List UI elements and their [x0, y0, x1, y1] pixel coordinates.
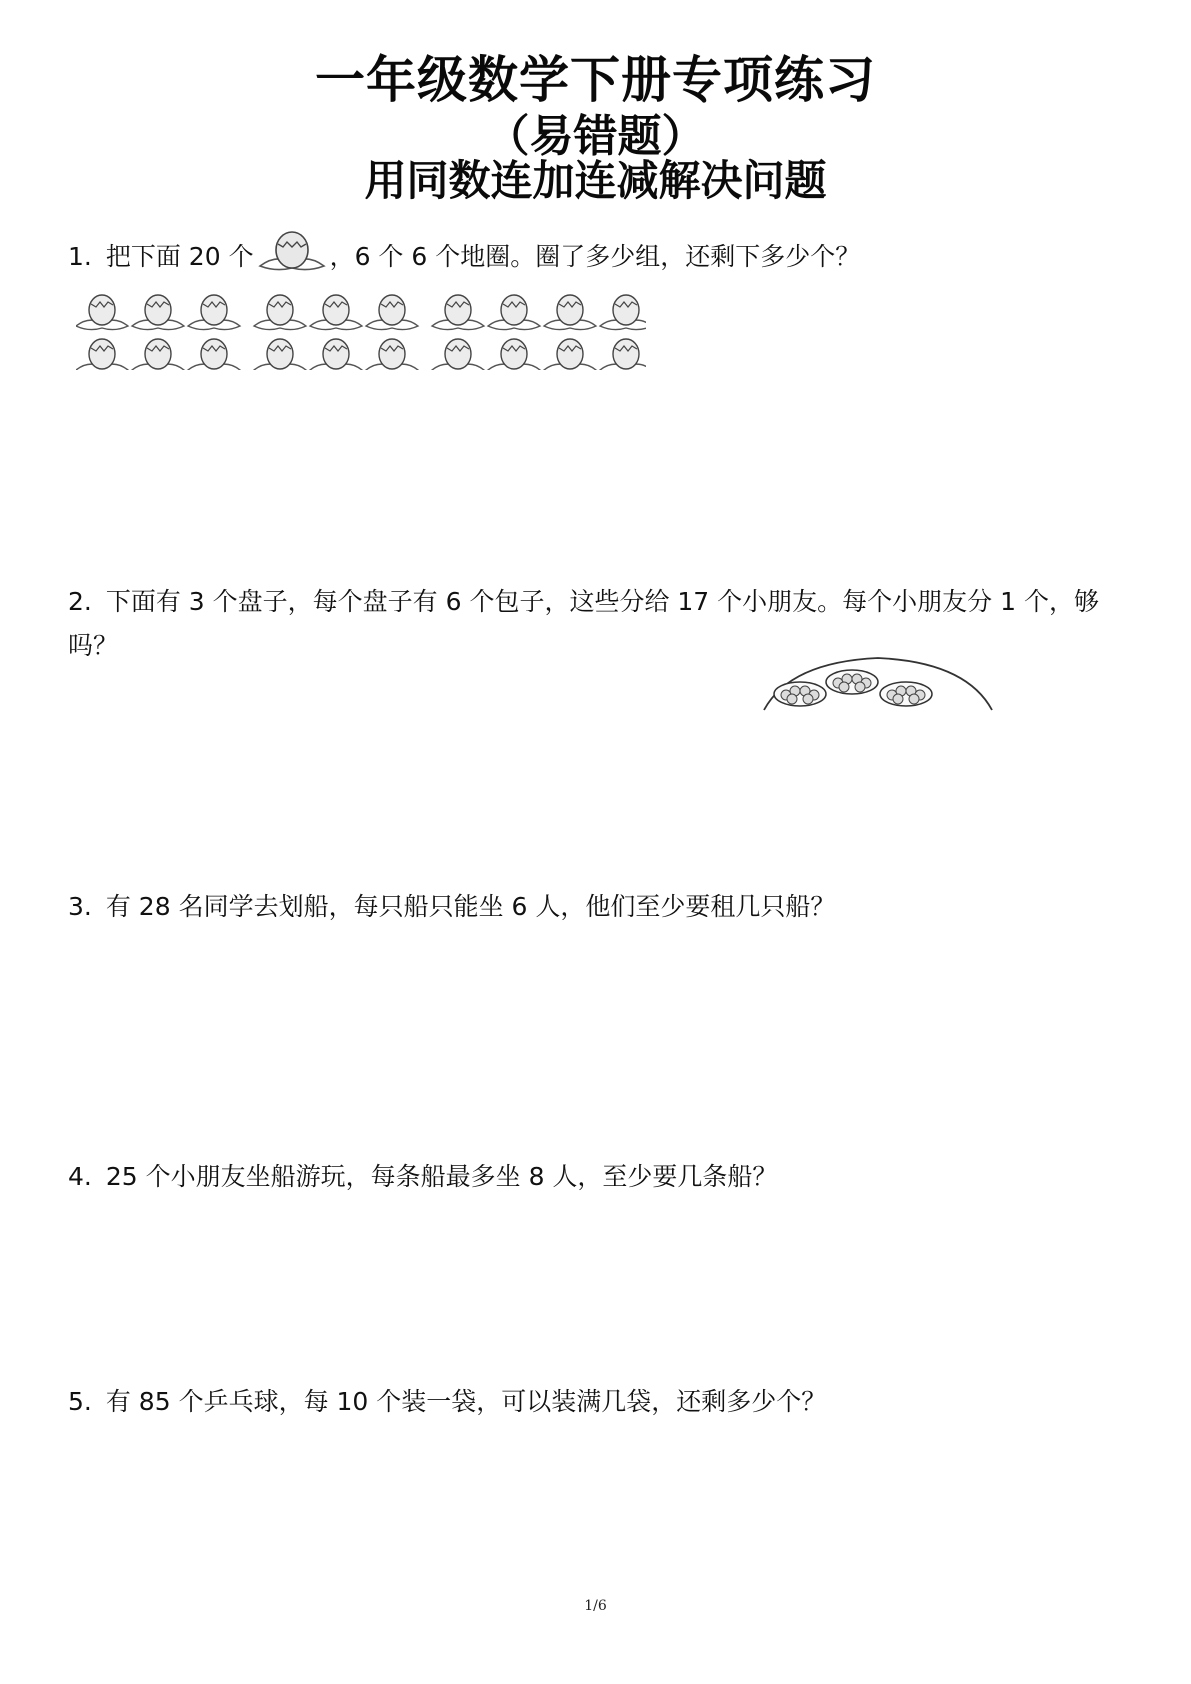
worksheet-subtitle: （易错题）: [485, 111, 706, 162]
question-text: 有 85 个乒乓球，每 10 个装一袋，可以装满几袋，还剩多少个？: [105, 1387, 827, 1416]
egg-nest-grid: [76, 288, 646, 374]
question-5: [68, 1380, 1128, 1424]
question-4: [68, 1155, 1128, 1199]
egg-in-nest-icon: [258, 228, 326, 288]
question-3: [68, 885, 1128, 929]
egg-in-nest-icon: [432, 295, 484, 330]
question-number: 5.: [68, 1387, 92, 1416]
egg-in-nest-icon: [366, 295, 418, 330]
worksheet-topic: 用同数连加连减解决问题: [364, 156, 827, 205]
question-1: [68, 228, 1128, 288]
plate-of-buns-icon: [774, 682, 826, 706]
egg-in-nest-icon: [310, 295, 362, 330]
question-number: 3.: [68, 892, 92, 921]
question-number: 2.: [68, 587, 92, 616]
steamed-buns-plates-illustration: [760, 652, 996, 716]
egg-in-nest-icon: [188, 339, 240, 370]
egg-in-nest-icon: [544, 295, 596, 330]
question-number: 4.: [68, 1162, 92, 1191]
question-text: 下面有 3 个盘子，每个盘子有 6 个包子，这些分给 17 个小朋友。每个小朋友分 1 个，够吗？: [68, 587, 1099, 660]
egg-in-nest-icon: [188, 295, 240, 330]
question-text: 25 个小朋友坐船游玩，每条船最多坐 8 人，至少要几条船？: [105, 1162, 778, 1191]
question-text: 把下面 20 个: [105, 242, 254, 271]
egg-in-nest-icon: [432, 339, 484, 370]
worksheet-title: 一年级数学下册专项练习: [315, 50, 876, 109]
question-text: 有 28 名同学去划船，每只船只能坐 6 人，他们至少要租几只船？: [105, 892, 836, 921]
egg-in-nest-icon: [544, 339, 596, 370]
egg-in-nest-icon: [254, 339, 306, 370]
question-text: ，6 个 6 个地圈。圈了多少组，还剩下多少个？: [329, 242, 861, 271]
page-number: 1/6: [584, 1598, 607, 1614]
egg-in-nest-icon: [76, 295, 128, 330]
egg-in-nest-icon: [600, 295, 646, 330]
egg-in-nest-icon: [310, 339, 362, 370]
egg-in-nest-icon: [488, 295, 540, 330]
plate-of-buns-icon: [826, 670, 878, 694]
egg-in-nest-icon: [600, 339, 646, 370]
egg-in-nest-icon: [488, 339, 540, 370]
egg-in-nest-icon: [366, 339, 418, 370]
egg-in-nest-icon: [132, 295, 184, 330]
egg-in-nest-icon: [132, 339, 184, 370]
plate-of-buns-icon: [880, 682, 932, 706]
egg-in-nest-icon: [76, 339, 128, 370]
egg-in-nest-icon: [254, 295, 306, 330]
question-number: 1.: [68, 242, 92, 271]
